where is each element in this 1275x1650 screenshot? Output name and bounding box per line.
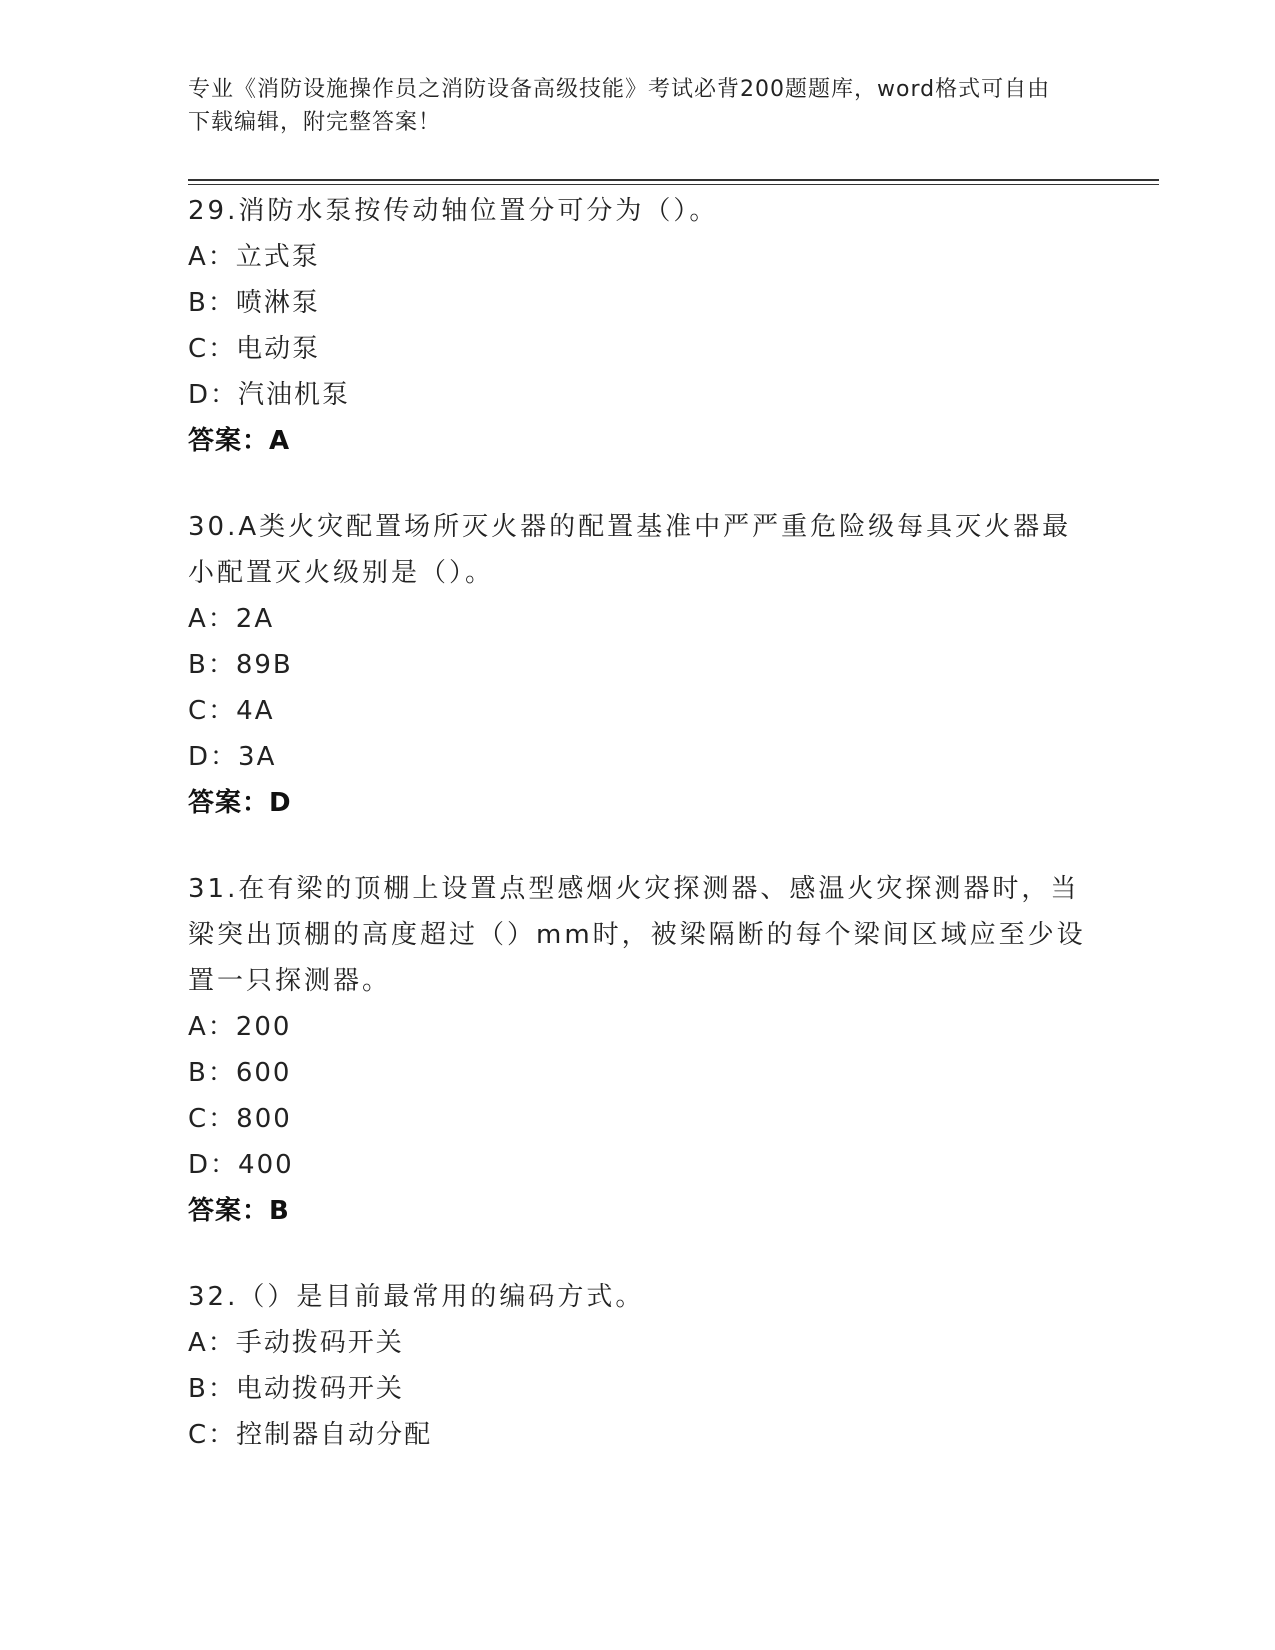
option-d: D：3A <box>188 742 277 772</box>
answer-label: 答案：D <box>188 788 292 818</box>
question-stem: 32.（）是目前最常用的编码方式。 <box>188 1282 645 1312</box>
document-header: 专业《消防设施操作员之消防设备高级技能》考试必背200题题库，word格式可自由下载编辑，附完整答案！ <box>188 77 1051 135</box>
option-c: C：电动泵 <box>188 334 321 364</box>
option-a: A：手动拨码开关 <box>188 1328 404 1358</box>
option-b: B：600 <box>188 1058 292 1088</box>
option-d: D：汽油机泵 <box>188 380 351 410</box>
option-c: C：800 <box>188 1104 292 1134</box>
option-a: A：立式泵 <box>188 242 320 272</box>
option-b: B：89B <box>188 650 293 680</box>
question-32 <box>188 1274 1088 1458</box>
answer-label: 答案：A <box>188 426 291 456</box>
option-a: A：2A <box>188 604 275 634</box>
option-c: C：控制器自动分配 <box>188 1420 433 1450</box>
question-29 <box>188 188 1088 464</box>
question-stem: 30.A类火灾配置场所灭火器的配置基准中严严重危险级每具灭火器最小配置灭火级别是（）。 <box>188 512 1072 588</box>
header-divider <box>188 179 1159 185</box>
question-list <box>188 188 1088 1498</box>
question-31 <box>188 866 1088 1234</box>
option-c: C：4A <box>188 696 275 726</box>
question-stem: 31.在有梁的顶棚上设置点型感烟火灾探测器、感温火灾探测器时，当梁突出顶棚的高度超过（）mm时，被梁隔断的每个梁间区域应至少设置一只探测器。 <box>188 874 1086 996</box>
question-stem: 29.消防水泵按传动轴位置分可分为（）。 <box>188 196 719 226</box>
option-d: D：400 <box>188 1150 294 1180</box>
option-a: A：200 <box>188 1012 292 1042</box>
option-b: B：电动拨码开关 <box>188 1374 404 1404</box>
question-30 <box>188 504 1088 826</box>
answer-label: 答案：B <box>188 1196 290 1226</box>
option-b: B：喷淋泵 <box>188 288 320 318</box>
